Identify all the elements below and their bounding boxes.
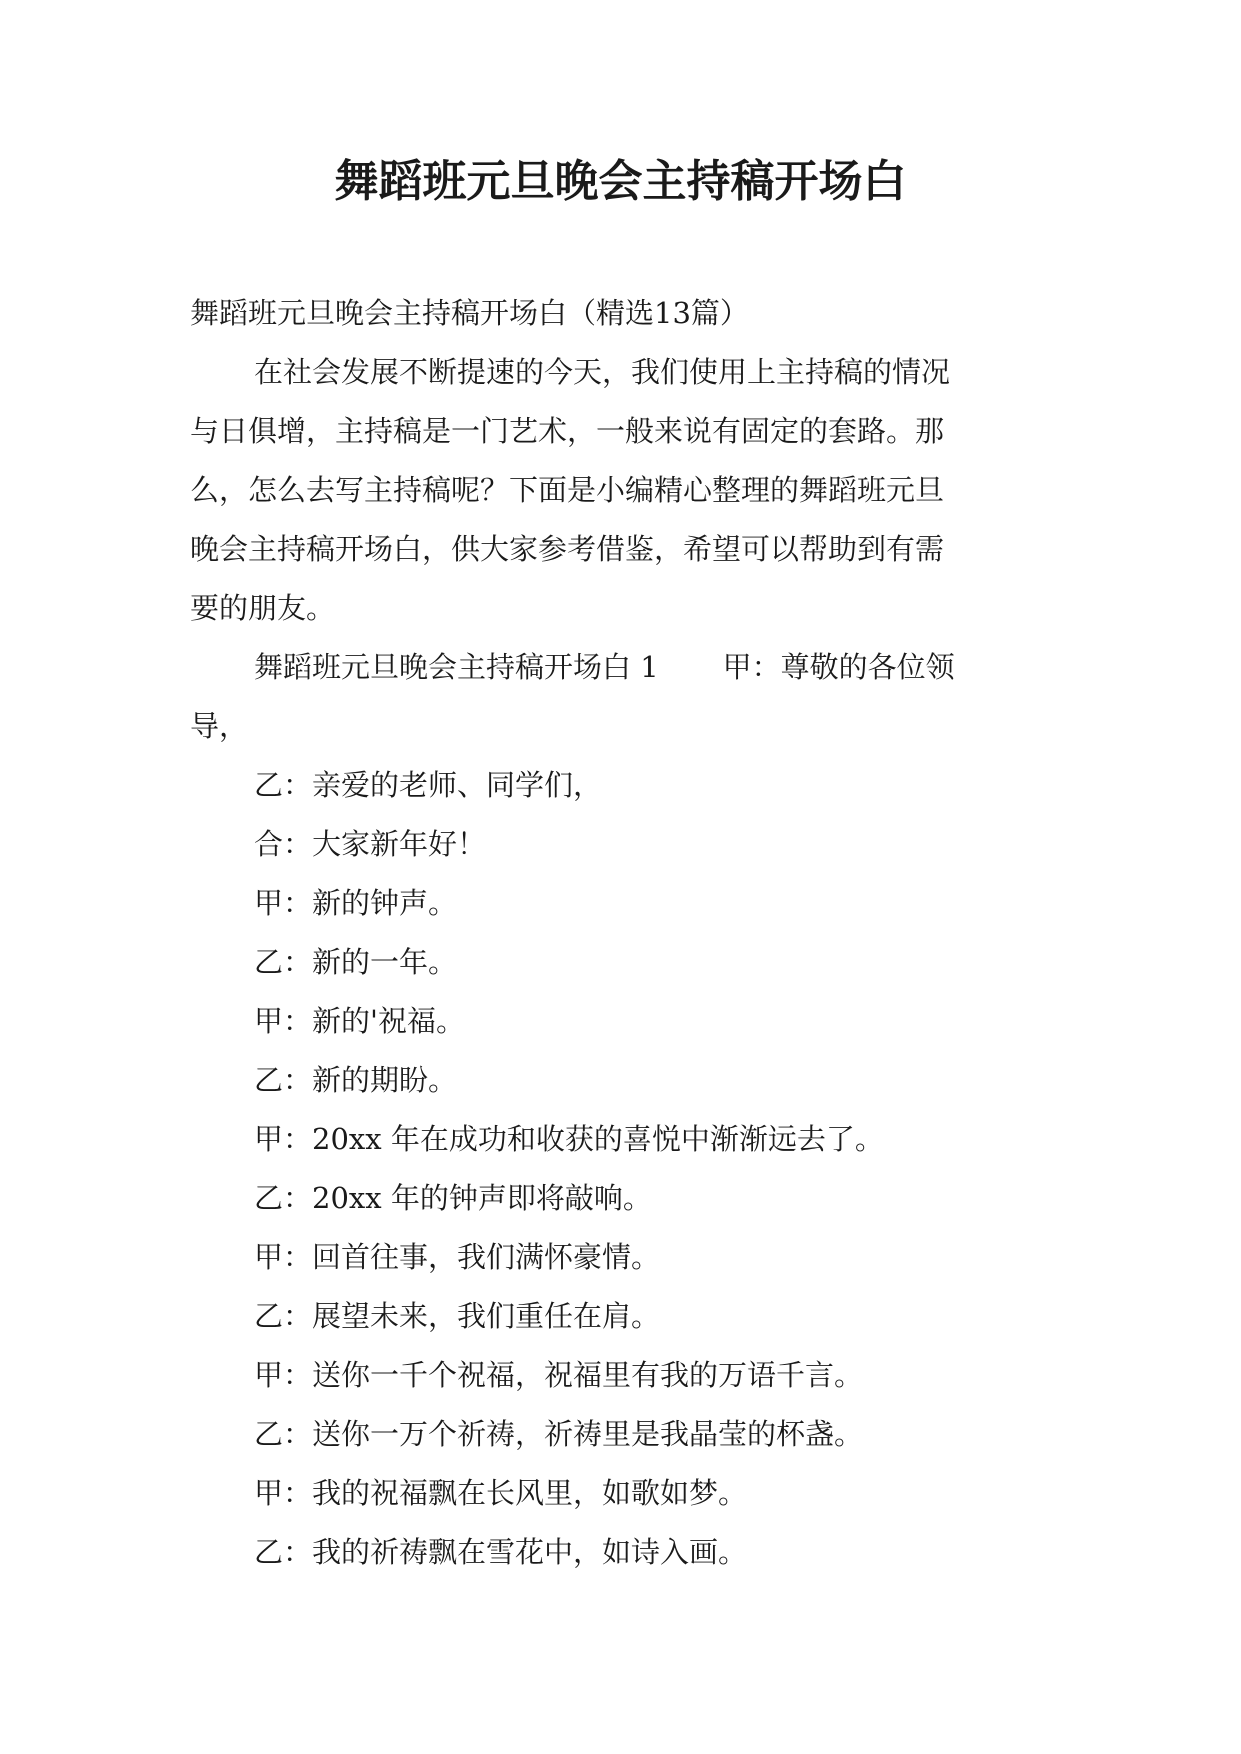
document-title: 舞蹈班元旦晚会主持稿开场白 <box>334 156 907 207</box>
dialogue-line: 合：大家新年好！ <box>254 827 487 861</box>
section-1-first-line <box>190 638 1050 697</box>
dialogue-line: 乙：20xx 年的钟声即将敲响。 <box>254 1181 652 1215</box>
document-subtitle: 舞蹈班元旦晚会主持稿开场白（精选13篇） <box>190 296 749 330</box>
dialogue-line: 甲：我的祝福飘在长风里，如歌如梦。 <box>254 1476 748 1510</box>
dialogue-line: 甲：回首往事，我们满怀豪情。 <box>254 1240 661 1274</box>
dialogue-line: 甲：新的'祝福。 <box>254 1004 465 1038</box>
intro-paragraph <box>190 343 1050 638</box>
intro-line: 要的朋友。 <box>190 591 336 625</box>
intro-line: 与日俱增，主持稿是一门艺术，一般来说有固定的套路。那 <box>190 414 945 448</box>
intro-line: 晚会主持稿开场白，供大家参考借鉴，希望可以帮助到有需 <box>190 532 945 566</box>
dialogue-line: 乙：新的期盼。 <box>254 1063 458 1097</box>
dialogue-line: 乙：我的祈祷飘在雪花中，如诗入画。 <box>254 1535 748 1569</box>
document-body <box>190 284 1050 1582</box>
dialogue-line: 乙：送你一万个祈祷，祈祷里是我晶莹的杯盏。 <box>254 1417 864 1451</box>
dialogue-line: 甲：新的钟声。 <box>254 886 458 920</box>
intro-line: 么，怎么去写主持稿呢？下面是小编精心整理的舞蹈班元旦 <box>190 473 945 507</box>
dialogue-line: 甲：20xx 年在成功和收获的喜悦中渐渐远去了。 <box>254 1122 884 1156</box>
section-1-first-speaker: 甲：尊敬的各位领 <box>722 650 955 684</box>
section-1 <box>190 638 1050 1582</box>
dialogue-line: 乙：亲爱的老师、同学们， <box>254 768 603 802</box>
dialogue-line: 乙：展望未来，我们重任在肩。 <box>254 1299 661 1333</box>
section-1-first-continuation: 导， <box>190 709 249 743</box>
section-1-heading: 舞蹈班元旦晚会主持稿开场白 1 <box>254 650 659 684</box>
dialogue-line: 乙：新的一年。 <box>254 945 458 979</box>
dialogue-line: 甲：送你一千个祝福，祝福里有我的万语千言。 <box>254 1358 864 1392</box>
intro-line: 在社会发展不断提速的今天，我们使用上主持稿的情况 <box>254 355 951 389</box>
